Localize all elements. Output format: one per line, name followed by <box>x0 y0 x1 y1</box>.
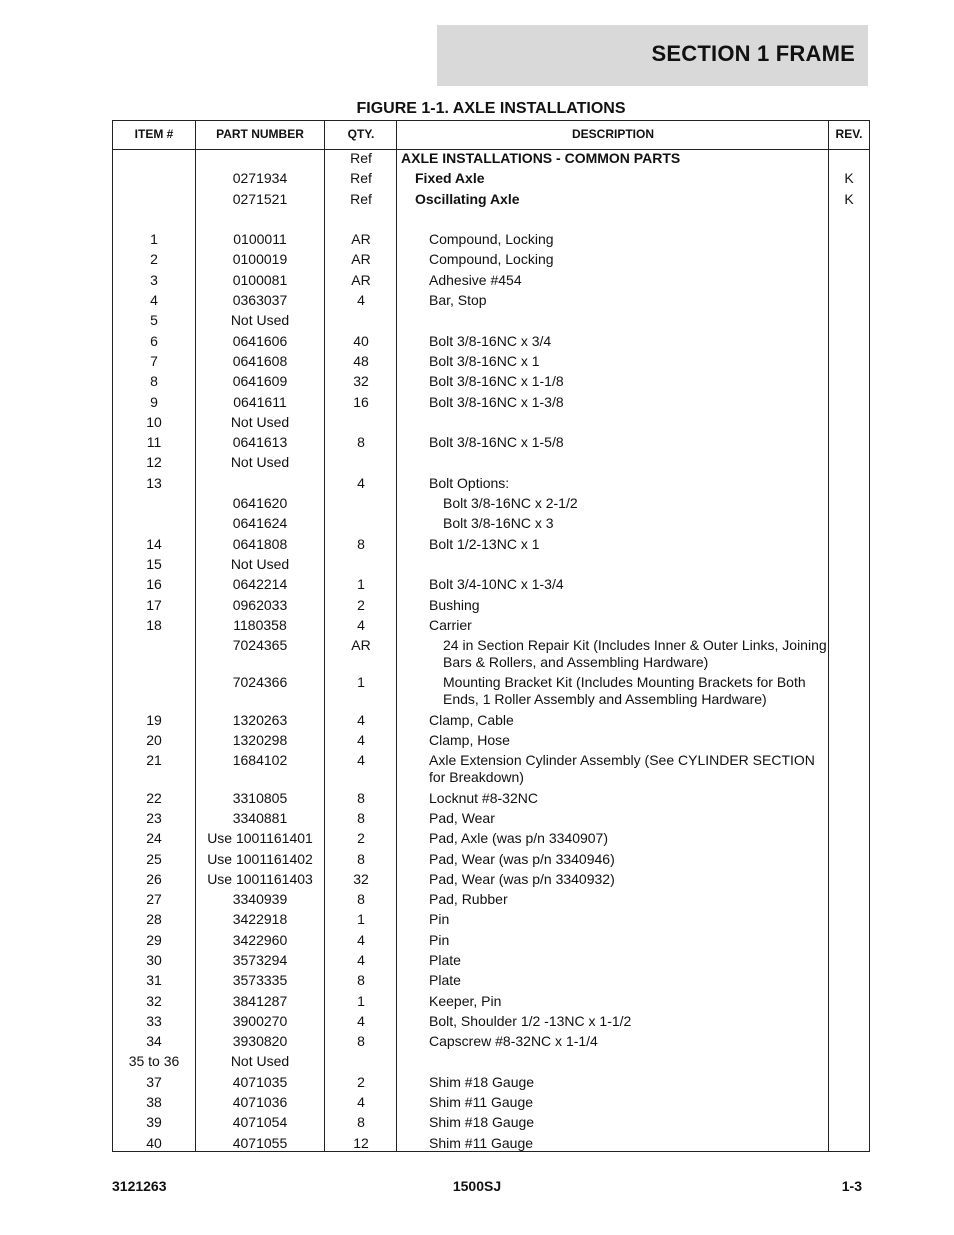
description <box>397 851 827 868</box>
description <box>397 810 827 827</box>
item-number: 40 <box>146 1134 162 1151</box>
item-number: 1 <box>150 231 158 248</box>
description <box>397 191 827 208</box>
description <box>397 830 827 847</box>
description-line: Clamp, Cable <box>429 711 514 728</box>
description-line: Carrier <box>429 616 472 633</box>
quantity: 12 <box>353 1134 369 1151</box>
item-number: 22 <box>146 789 162 806</box>
part-number: 0962033 <box>232 596 288 613</box>
part-number: Use 1001161401 <box>207 830 313 847</box>
part-number: 0641808 <box>232 535 288 552</box>
description-line: Bolt 3/8-16NC x 1-3/8 <box>429 393 564 410</box>
description-line: Pad, Rubber <box>429 891 508 908</box>
description <box>397 1135 827 1152</box>
table-header <box>113 121 869 150</box>
item-number: 11 <box>146 434 162 451</box>
revision: K <box>844 190 854 207</box>
description <box>397 752 827 786</box>
description-line: Bar, Stop <box>429 292 487 309</box>
description <box>397 1114 827 1131</box>
quantity: 8 <box>357 789 365 806</box>
description <box>397 495 827 512</box>
quantity: 4 <box>357 752 365 769</box>
table-row <box>113 394 869 414</box>
part-number: Not Used <box>230 312 290 329</box>
table-row <box>113 932 869 952</box>
header-qty: QTY. <box>347 127 375 141</box>
item-number: 20 <box>146 732 162 749</box>
description <box>397 871 827 888</box>
quantity: AR <box>351 251 371 268</box>
description-line: Shim #18 Gauge <box>429 1073 535 1090</box>
description <box>397 231 827 248</box>
table-row <box>113 1053 869 1073</box>
part-number: 3340881 <box>232 809 288 826</box>
description <box>397 251 827 268</box>
item-number: 18 <box>146 616 162 633</box>
part-number: Use 1001161402 <box>207 850 313 867</box>
table-row <box>113 312 869 332</box>
item-number: 38 <box>146 1094 162 1111</box>
quantity: 4 <box>357 292 365 309</box>
description <box>397 1013 827 1030</box>
description-line: Bolt 3/8-16NC x 1-1/8 <box>429 373 564 390</box>
quantity: 4 <box>357 951 365 968</box>
table-row <box>113 1074 869 1094</box>
item-number: 9 <box>150 393 158 410</box>
item-number: 19 <box>146 711 162 728</box>
quantity: 4 <box>357 616 365 633</box>
part-number: 1320263 <box>232 711 288 728</box>
figure-title: FIGURE 1-1. AXLE INSTALLATIONS <box>356 100 626 117</box>
part-number: 0100011 <box>233 231 287 248</box>
item-number: 12 <box>146 454 162 471</box>
description <box>397 434 827 451</box>
footer-model: 1500SJ <box>452 1178 502 1194</box>
item-number: 27 <box>146 891 162 908</box>
table-row <box>113 993 869 1013</box>
description-line: Pad, Wear <box>429 809 495 826</box>
table-row <box>113 576 869 596</box>
description <box>397 272 827 289</box>
section-header <box>437 25 868 86</box>
item-number: 24 <box>146 830 162 847</box>
quantity: 8 <box>357 850 365 867</box>
part-number: Not Used <box>230 555 290 572</box>
description <box>397 373 827 390</box>
item-number: 14 <box>146 535 162 552</box>
table-row <box>113 191 869 211</box>
quantity: 1 <box>357 911 365 928</box>
item-number: 28 <box>146 911 162 928</box>
description <box>397 993 827 1010</box>
quantity: 4 <box>357 732 365 749</box>
section-title: SECTION 1 FRAME <box>651 41 855 66</box>
part-number: 0641608 <box>232 352 288 369</box>
item-number: 33 <box>146 1012 162 1029</box>
part-number: 3310805 <box>232 789 288 806</box>
quantity: 4 <box>357 1012 365 1029</box>
table-row <box>113 830 869 850</box>
quantity: 8 <box>357 972 365 989</box>
table-row <box>113 712 869 732</box>
header-rev: REV. <box>835 127 863 141</box>
table-row <box>113 353 869 373</box>
description-line: Bolt 3/8-16NC x 3 <box>443 515 554 532</box>
table-row <box>113 231 869 251</box>
description-line: Pad, Axle (was p/n 3340907) <box>429 830 609 847</box>
table-row <box>113 495 869 515</box>
table-row <box>113 556 869 576</box>
table-row <box>113 891 869 911</box>
description-line: Shim #11 Gauge <box>429 1134 534 1151</box>
description <box>397 576 827 593</box>
table-row <box>113 414 869 434</box>
part-number: 0641620 <box>232 495 288 512</box>
description <box>397 536 827 553</box>
header-part-number: PART NUMBER <box>216 127 304 141</box>
item-number: 29 <box>146 931 162 948</box>
table-row <box>113 871 869 891</box>
item-number: 17 <box>146 596 162 613</box>
part-number: 0641624 <box>232 515 288 532</box>
quantity: 8 <box>357 809 365 826</box>
description <box>397 1033 827 1050</box>
description <box>397 1074 827 1091</box>
part-number: 0641609 <box>232 373 288 390</box>
item-number: 31 <box>146 972 162 989</box>
item-number: 21 <box>146 752 162 769</box>
table-body <box>113 150 869 1155</box>
description-line: Capscrew #8-32NC x 1-1/4 <box>429 1033 598 1050</box>
part-number: 4071036 <box>232 1094 288 1111</box>
description-line: Bolt, Shoulder 1/2 -13NC x 1-1/2 <box>429 1012 632 1029</box>
description <box>397 952 827 969</box>
table-row <box>113 333 869 353</box>
quantity: 8 <box>357 1033 365 1050</box>
item-number: 4 <box>150 292 158 309</box>
description <box>397 972 827 989</box>
item-number: 15 <box>146 555 162 572</box>
table-row <box>113 810 869 830</box>
quantity: AR <box>351 637 371 654</box>
header-description: DESCRIPTION <box>571 127 654 141</box>
quantity: 48 <box>353 352 369 369</box>
description-line: Shim #18 Gauge <box>429 1114 535 1131</box>
footer-page-number: 1-3 <box>841 1178 862 1194</box>
table-row <box>113 952 869 972</box>
description <box>397 597 827 614</box>
description <box>397 170 827 187</box>
item-number: 16 <box>146 576 162 593</box>
quantity: AR <box>351 271 371 288</box>
description-line: Bars & Rollers, and Assembling Hardware) <box>443 654 709 671</box>
item-number: 34 <box>146 1033 162 1050</box>
description-line: Shim #11 Gauge <box>429 1094 534 1111</box>
description-line: AXLE INSTALLATIONS - COMMON PARTS <box>401 150 681 166</box>
item-number: 35 to 36 <box>128 1053 180 1070</box>
item-number: 37 <box>146 1073 162 1090</box>
description-line: 24 in Section Repair Kit (Includes Inner & Outer Links, Joining <box>443 637 827 654</box>
description-line: Fixed Axle <box>415 170 485 187</box>
description <box>397 353 827 370</box>
part-number: 3900270 <box>232 1012 288 1029</box>
description <box>397 732 827 749</box>
description-line: Mounting Bracket Kit (Includes Mounting Brackets for Both <box>443 674 806 691</box>
part-number: 3340939 <box>232 891 288 908</box>
description-line: Pad, Wear (was p/n 3340946) <box>429 850 615 867</box>
part-number: 3841287 <box>232 992 288 1009</box>
table-row <box>113 1094 869 1114</box>
table-row <box>113 454 869 474</box>
quantity: Ref <box>350 170 372 187</box>
table-row <box>113 211 869 231</box>
description <box>397 292 827 309</box>
quantity: 1 <box>357 992 365 1009</box>
description-line: Oscillating Axle <box>415 190 520 207</box>
part-number: Not Used <box>230 1053 290 1070</box>
table-row <box>113 637 869 674</box>
part-number: 1180358 <box>233 616 287 633</box>
part-number: 3573294 <box>232 951 288 968</box>
description <box>397 475 827 492</box>
quantity: 8 <box>357 535 365 552</box>
table-row <box>113 1013 869 1033</box>
table-row <box>113 597 869 617</box>
item-number: 10 <box>146 413 162 430</box>
table-row <box>113 911 869 931</box>
part-number: 4071035 <box>232 1073 288 1090</box>
description-line: Compound, Locking <box>429 251 554 268</box>
part-number: 3930820 <box>232 1033 288 1050</box>
part-number: 3422960 <box>232 931 288 948</box>
part-number: Not Used <box>230 413 290 430</box>
footer-doc-number: 3121263 <box>112 1178 167 1194</box>
description-line: Pad, Wear (was p/n 3340932) <box>429 870 615 887</box>
description-line: Bolt 1/2-13NC x 1 <box>429 535 540 552</box>
header-item: ITEM # <box>134 127 174 141</box>
quantity: 1 <box>357 576 365 593</box>
part-number: 1684102 <box>232 752 288 769</box>
part-number: 0271521 <box>232 190 288 207</box>
item-number: 32 <box>146 992 162 1009</box>
description <box>397 515 827 532</box>
part-number: 0100081 <box>232 271 288 288</box>
part-number: Not Used <box>230 454 290 471</box>
item-number: 23 <box>146 809 162 826</box>
quantity: 2 <box>357 1073 365 1090</box>
quantity: 4 <box>357 711 365 728</box>
description-line: Bolt 3/8-16NC x 2-1/2 <box>443 495 578 512</box>
table-row <box>113 475 869 495</box>
part-number: 0100019 <box>232 251 288 268</box>
description <box>397 637 827 671</box>
description <box>397 891 827 908</box>
quantity: Ref <box>350 190 372 207</box>
description-line: for Breakdown) <box>429 769 524 786</box>
description-line: Plate <box>429 951 461 968</box>
part-number: 3573335 <box>232 972 288 989</box>
description-line: Compound, Locking <box>429 231 554 248</box>
description <box>397 333 827 350</box>
part-number: 0642214 <box>232 576 288 593</box>
quantity: 32 <box>353 373 369 390</box>
table-row <box>113 1114 869 1134</box>
table-row <box>113 732 869 752</box>
table-row <box>113 1033 869 1053</box>
table-row <box>113 851 869 871</box>
description-line: Bolt 3/8-16NC x 1-5/8 <box>429 434 564 451</box>
part-number: 1320298 <box>232 732 288 749</box>
part-number: 0641606 <box>232 332 288 349</box>
table-row <box>113 251 869 271</box>
description <box>397 712 827 729</box>
part-number: 7024366 <box>232 674 288 691</box>
quantity: 2 <box>357 830 365 847</box>
part-number: 4071054 <box>232 1114 288 1131</box>
table-row <box>113 674 869 711</box>
part-number: 4071055 <box>232 1134 288 1151</box>
quantity: 8 <box>357 1114 365 1131</box>
item-number: 39 <box>146 1114 162 1131</box>
revision: K <box>844 170 854 187</box>
description-line: Pin <box>429 911 450 928</box>
quantity: 32 <box>353 870 369 887</box>
part-number: 7024365 <box>232 637 288 654</box>
part-number: 0641613 <box>232 434 288 451</box>
item-number: 25 <box>146 850 162 867</box>
description-line: Plate <box>429 972 461 989</box>
item-number: 30 <box>146 951 162 968</box>
description <box>397 1094 827 1111</box>
description <box>397 911 827 928</box>
description <box>397 150 827 167</box>
item-number: 3 <box>150 271 158 288</box>
item-number: 26 <box>146 870 162 887</box>
table-row <box>113 373 869 393</box>
table-row <box>113 150 869 170</box>
description <box>397 674 827 708</box>
table-row <box>113 292 869 312</box>
table-row <box>113 752 869 789</box>
quantity: 2 <box>357 596 365 613</box>
parts-table <box>112 120 870 1152</box>
description <box>397 394 827 411</box>
table-row <box>113 515 869 535</box>
part-number: 0641611 <box>233 393 287 410</box>
quantity: 8 <box>357 891 365 908</box>
table-row <box>113 272 869 292</box>
table-row <box>113 617 869 637</box>
quantity: 1 <box>357 674 365 691</box>
item-number: 8 <box>150 373 158 390</box>
description <box>397 617 827 634</box>
description-line: Axle Extension Cylinder Assembly (See CYLINDER SECTION <box>429 752 815 769</box>
table-row <box>113 1135 869 1155</box>
part-number: Use 1001161403 <box>207 870 313 887</box>
description-line: Bushing <box>429 596 480 613</box>
quantity: 4 <box>357 474 365 491</box>
quantity: 40 <box>353 332 369 349</box>
item-number: 13 <box>146 474 162 491</box>
description-line: Bolt 3/8-16NC x 1 <box>429 352 540 369</box>
quantity: 16 <box>353 393 369 410</box>
description-line: Pin <box>429 931 450 948</box>
description-line: Bolt 3/4-10NC x 1-3/4 <box>429 576 564 593</box>
description-line: Locknut #8-32NC <box>429 789 538 806</box>
description-line: Keeper, Pin <box>429 992 502 1009</box>
table-row <box>113 434 869 454</box>
description-line: Adhesive #454 <box>429 271 522 288</box>
quantity: 4 <box>357 931 365 948</box>
part-number: 3422918 <box>232 911 288 928</box>
table-row <box>113 790 869 810</box>
item-number: 6 <box>150 332 158 349</box>
table-row <box>113 536 869 556</box>
item-number: 7 <box>150 352 158 369</box>
quantity: AR <box>351 231 371 248</box>
part-number: 0271934 <box>232 170 288 187</box>
description <box>397 932 827 949</box>
quantity: 4 <box>357 1094 365 1111</box>
part-number: 0363037 <box>232 292 288 309</box>
table-row <box>113 972 869 992</box>
quantity: 8 <box>357 434 365 451</box>
description-line: Clamp, Hose <box>429 732 510 749</box>
description-line: Ends, 1 Roller Assembly and Assembling Hardware) <box>443 691 767 708</box>
item-number: 5 <box>150 312 158 329</box>
quantity: Ref <box>350 150 372 166</box>
description-line: Bolt 3/8-16NC x 3/4 <box>429 332 552 349</box>
description <box>397 790 827 807</box>
table-row <box>113 170 869 190</box>
description-line: Bolt Options: <box>429 474 510 491</box>
item-number: 2 <box>150 251 158 268</box>
